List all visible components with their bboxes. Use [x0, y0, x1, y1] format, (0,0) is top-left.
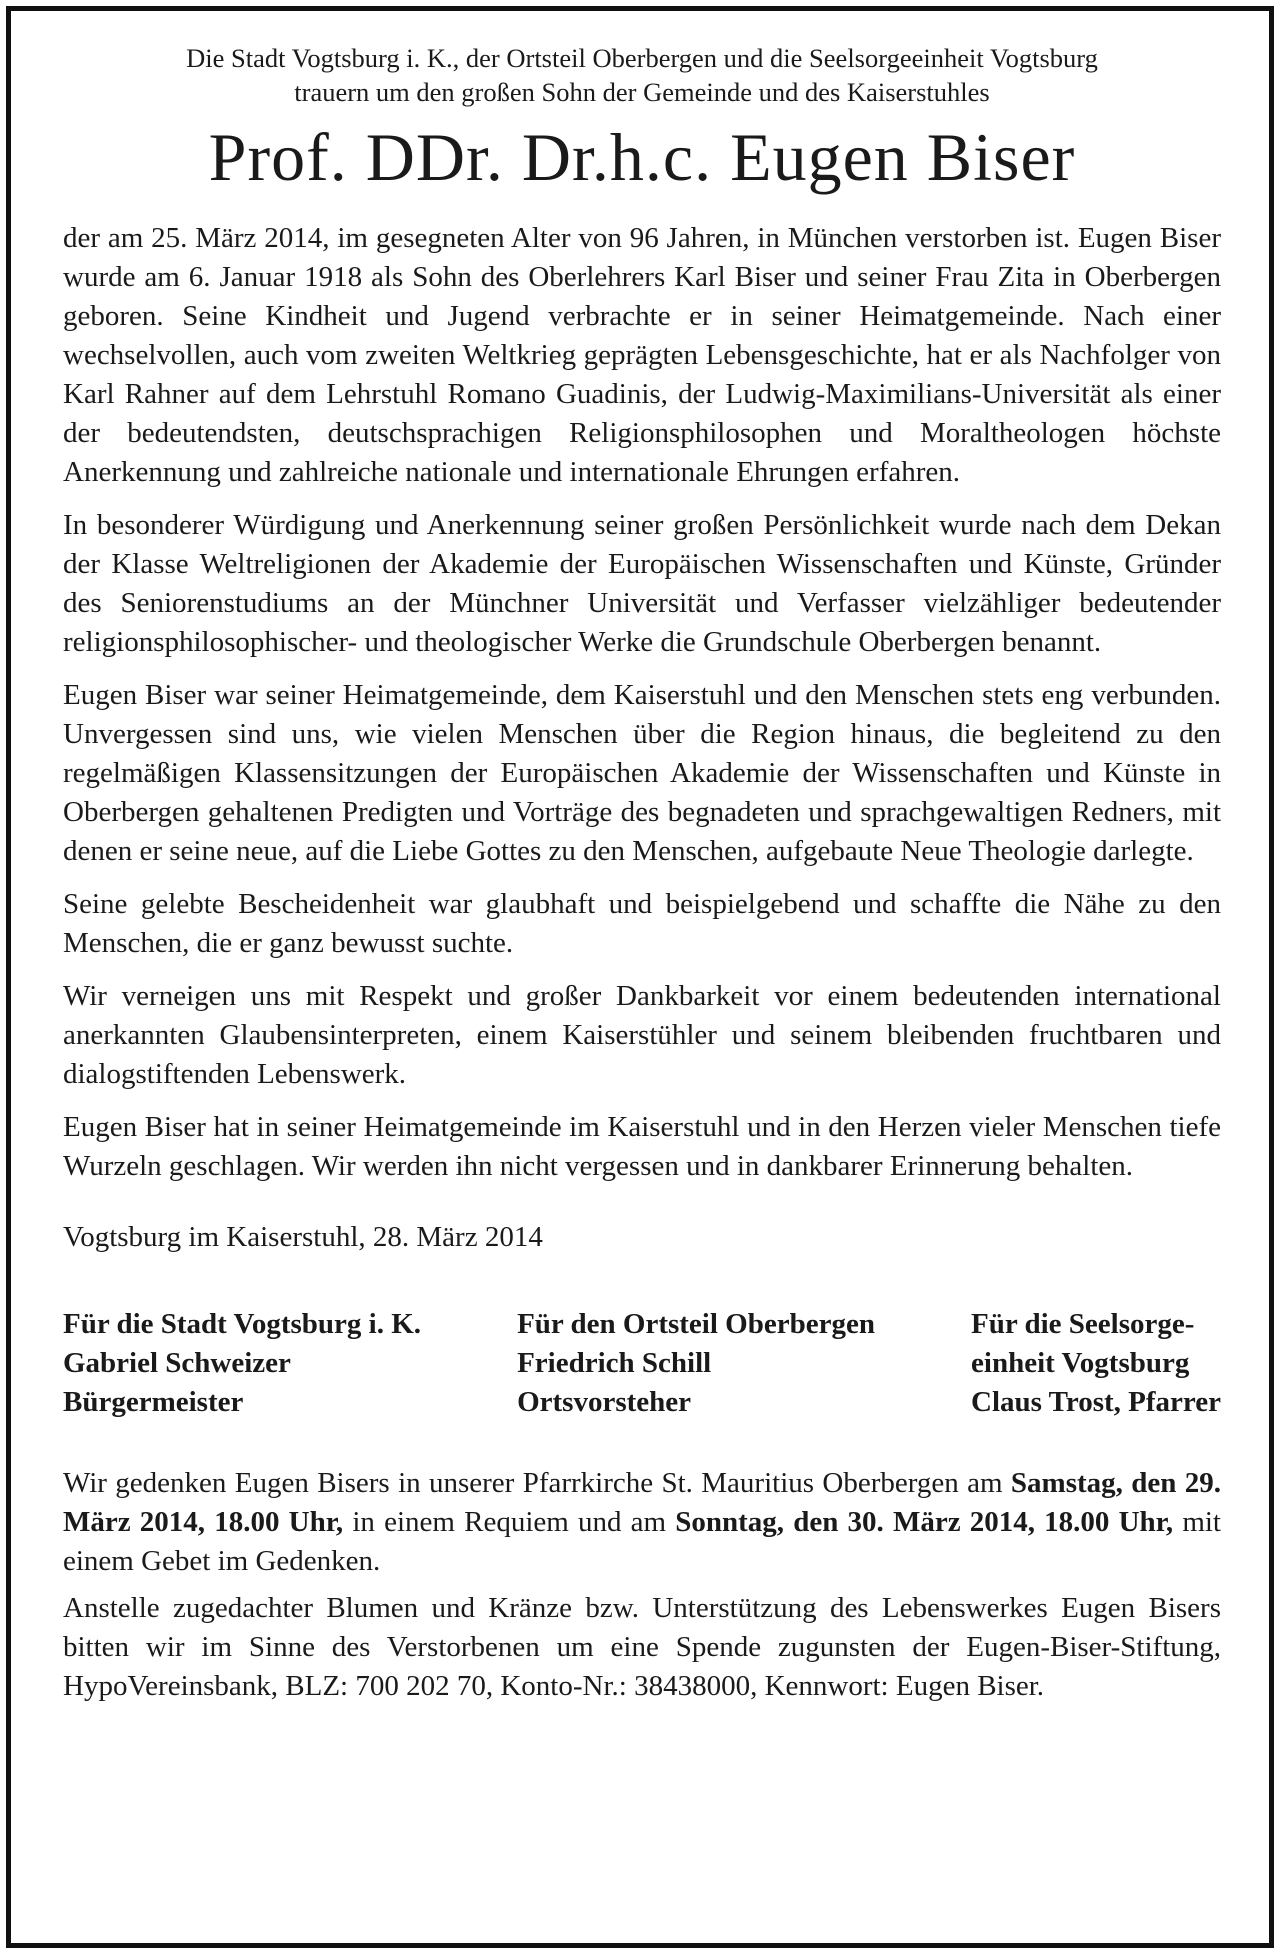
service-end: mit einem Gebet im Gedenken.: [63, 1506, 1221, 1577]
signature-parish: [971, 1305, 1221, 1422]
service-date-sunday: Sonntag, den 30. März 2014, 18.00 Uhr,: [675, 1506, 1174, 1538]
memorial-service-notice: [63, 1464, 1221, 1581]
closing-section: [63, 1464, 1221, 1706]
obituary-content: [63, 41, 1221, 1714]
donation-notice: Anstelle zugedachter Blumen und Kränze bzw. Unterstützung des Lebenswerkes Eugen Bisers bitten wir im Sinne des Verstorbenen um eine Spende zugunsten der Eugen-Biser-Stiftung, HypoVereinsbank, BLZ: 700 202 70, Konto-Nr.: 38438000, Kennwort: Eugen Biser.: [63, 1592, 1221, 1702]
deceased-name-title: Prof. DDr. Dr.h.c. Eugen Biser: [208, 119, 1076, 195]
signature-district: [517, 1305, 875, 1422]
signature-block: [63, 1305, 1221, 1422]
signature-parish-line-2: einheit Vogtsburg: [971, 1347, 1190, 1379]
signature-city-line-2: Gabriel Schweizer: [63, 1347, 291, 1379]
signature-district-line-1: Für den Ortsteil Oberbergen: [517, 1308, 875, 1340]
paragraph-respect: Wir verneigen uns mit Respekt und großer Dankbarkeit vor einem bedeutenden international anerkannten Glaubensinterpreten, einem Kaiserstühler und seinem bleibenden fruchtbaren und dialogstiftenden Lebenswerk.: [63, 980, 1221, 1090]
place-and-date: Vogtsburg im Kaiserstuhl, 28. März 2014: [63, 1221, 543, 1253]
signature-parish-line-3: Claus Trost, Pfarrer: [971, 1386, 1221, 1418]
signature-city-line-3: Bürgermeister: [63, 1386, 244, 1418]
header-line-2: trauern um den großen Sohn der Gemeinde und des Kaiserstuhles: [294, 77, 990, 107]
service-intro: Wir gedenken Eugen Bisers in unserer Pfarrkirche St. Mauritius Oberbergen am: [63, 1467, 1011, 1499]
obituary-header: [63, 41, 1221, 109]
service-date-saturday: Samstag, den 29. März 2014, 18.00 Uhr,: [63, 1467, 1221, 1538]
signature-district-line-3: Ortsvorsteher: [517, 1386, 692, 1418]
paragraph-biography: der am 25. März 2014, im gesegneten Alter von 96 Jahren, in München verstorben ist. Eugen Biser wurde am 6. Januar 1918 als Sohn des Oberlehrers Karl Biser und seiner Frau Zita in Oberbergen geboren. Seine Kindheit und Jugend verbrachte er in seiner Heimatgemeinde. Nach einer wechselvollen, auch vom zweiten Weltkrieg geprägten Lebensgeschichte, hat er als Nachfolger von Karl Rahner auf dem Lehrstuhl Romano Guadinis, der Ludwig-Maximilians-Universität als einer der bedeutendsten, deutschsprachigen Religionsphilosophen und Moraltheologen höchste Anerkennung und zahlreiche nationale und internationale Ehrungen erfahren.: [63, 222, 1221, 488]
paragraph-honor: In besonderer Würdigung und Anerkennung seiner großen Persönlichkeit wurde nach dem Dekan der Klasse Weltreligionen der Akademie der Europäischen Wissenschaften und Künste, Gründer des Seniorenstudiums an der Münchner Universität und Verfasser vielzähliger bedeutender religionsphilosophischer- und theologischer Werke die Grundschule Oberbergen benannt.: [63, 509, 1221, 658]
service-mid: in einem Requiem und am: [343, 1506, 676, 1538]
paragraph-modesty: Seine gelebte Bescheidenheit war glaubhaft und beispielgebend und schaffte die Nähe zu den Menschen, die er ganz bewusst suchte.: [63, 888, 1221, 959]
paragraph-memory: Eugen Biser hat in seiner Heimatgemeinde im Kaiserstuhl und in den Herzen vieler Menschen tiefe Wurzeln geschlagen. Wir werden ihn nicht vergessen und in dankbarer Erinnerung behalten.: [63, 1111, 1221, 1182]
obituary-frame: [6, 6, 1274, 1948]
signature-parish-line-1: Für die Seelsorge-: [971, 1308, 1195, 1340]
signature-district-line-2: Friedrich Schill: [517, 1347, 712, 1379]
header-line-1: Die Stadt Vogtsburg i. K., der Ortsteil Oberbergen und die Seelsorgeeinheit Vogtsburg: [186, 43, 1098, 73]
signature-city-line-1: Für die Stadt Vogtsburg i. K.: [63, 1308, 422, 1340]
signature-city: [63, 1305, 421, 1422]
paragraph-connection: Eugen Biser war seiner Heimatgemeinde, dem Kaiserstuhl und den Menschen stets eng verbunden. Unvergessen sind uns, wie vielen Menschen über die Region hinaus, die begleitend zu den regelmäßigen Klassensitzungen der Europäischen Akademie der Wissenschaften und Künste in Oberbergen gehaltenen Predigten und Vorträge des begnadeten und sprachgewaltigen Redners, mit denen er seine neue, auf die Liebe Gottes zu den Menschen, aufgebaute Neue Theologie darlegte.: [63, 679, 1221, 867]
